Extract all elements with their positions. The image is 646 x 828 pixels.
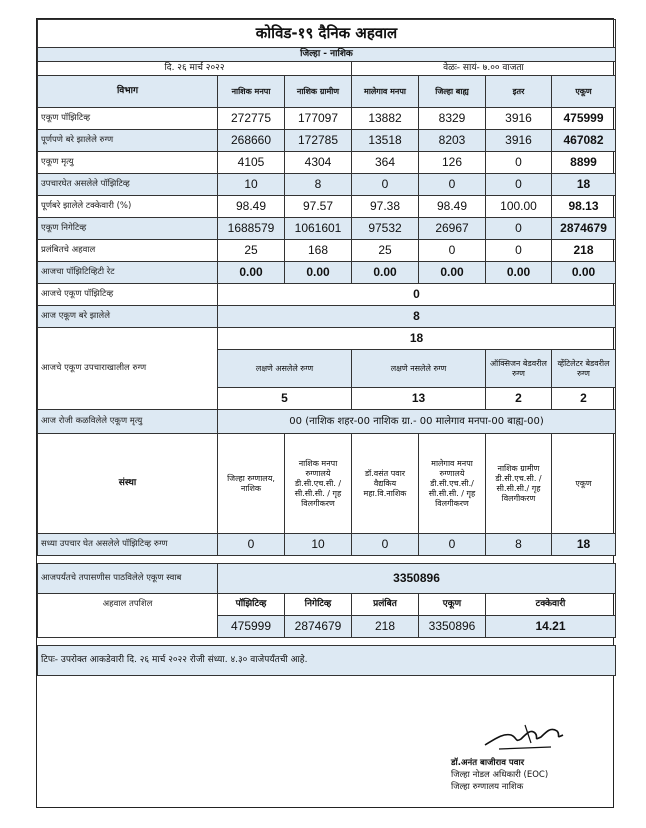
row-value: 126 xyxy=(419,152,486,174)
table-row xyxy=(38,152,616,174)
report-time: वेळः- सायं- ७.०० वाजता xyxy=(352,62,616,76)
under-treatment-total: 18 xyxy=(218,328,616,350)
institution-header: संस्था xyxy=(38,434,218,534)
row-total: 2874679 xyxy=(552,218,616,240)
report-value: 3350896 xyxy=(419,616,486,638)
col-other: इतर xyxy=(486,76,552,108)
signatory-designation: जिल्हा नोडल अधिकारी (EOC) xyxy=(451,770,549,780)
table-row xyxy=(38,196,616,218)
table-row xyxy=(38,130,616,152)
col-malegaon: मालेगाव मनपा xyxy=(352,76,419,108)
today-deaths-label: आज रोजी कळविलेले एकूण मृत्यु xyxy=(38,410,218,434)
row-value: 13518 xyxy=(352,130,419,152)
institution-total: 18 xyxy=(552,534,616,556)
institution-col: एकूण xyxy=(552,434,616,534)
row-value: 0 xyxy=(419,174,486,196)
report-table xyxy=(37,19,616,676)
row-value: 272775 xyxy=(218,108,285,130)
institution-col: डॉ.वसंत पवार वैद्यकिय महा.वि.नाशिक xyxy=(352,434,419,534)
row-label: आजचा पॉझिटिव्हिटी रेट xyxy=(38,262,218,284)
oxygen-value: 2 xyxy=(486,388,552,410)
today-positive-label: आजचे एकूण पॉझिटिव्ह xyxy=(38,284,218,306)
row-value: 0.00 xyxy=(486,262,552,284)
row-value: 97.57 xyxy=(285,196,352,218)
row-value: 3916 xyxy=(486,130,552,152)
samples-value: 3350896 xyxy=(218,564,616,594)
row-label: एकूण निगेटिव्ह xyxy=(38,218,218,240)
row-value: 97532 xyxy=(352,218,419,240)
institution-value: 0 xyxy=(352,534,419,556)
report-details-label: अहवाल तपशिल xyxy=(38,594,218,638)
report-percentage: 14.21 xyxy=(486,616,616,638)
asymptomatic-value: 13 xyxy=(352,388,486,410)
today-recovered-label: आज एकूण बरे झालेले xyxy=(38,306,218,328)
report-header: निगेटिव्ह xyxy=(285,594,352,616)
institution-col: जिल्हा रुग्णालय, नाशिक xyxy=(218,434,285,534)
row-value: 0.00 xyxy=(218,262,285,284)
row-value: 3916 xyxy=(486,108,552,130)
stat-rows xyxy=(38,108,616,284)
row-value: 8203 xyxy=(419,130,486,152)
row-value: 98.49 xyxy=(419,196,486,218)
institution-col: नाशिक मनपा रुग्णालये डी.सी.एच.सी. / सी.सी.सी. / गृह विलगीकरण xyxy=(285,434,352,534)
row-total: 98.13 xyxy=(552,196,616,218)
spacer xyxy=(38,638,616,646)
row-total: 218 xyxy=(552,240,616,262)
table-row xyxy=(38,262,616,284)
report-header: एकूण xyxy=(419,594,486,616)
row-value: 100.00 xyxy=(486,196,552,218)
signature-block xyxy=(451,719,591,793)
row-value: 0 xyxy=(486,174,552,196)
row-value: 98.49 xyxy=(218,196,285,218)
col-division: विभाग xyxy=(38,76,218,108)
signatory-office: जिल्हा रुग्णालय नाशिक xyxy=(451,782,524,792)
row-value: 25 xyxy=(218,240,285,262)
institution-value: 10 xyxy=(285,534,352,556)
report-header: प्रलंबित xyxy=(352,594,419,616)
table-row xyxy=(38,218,616,240)
institution-value: 0 xyxy=(218,534,285,556)
table-row xyxy=(38,174,616,196)
col-nashik-rural: नाशिक ग्रामीण xyxy=(285,76,352,108)
oxygen-label: ऑक्सिजन बेडवरील रुग्ण xyxy=(486,350,552,388)
col-total: एकूण xyxy=(552,76,616,108)
row-value: 0 xyxy=(486,240,552,262)
row-value: 168 xyxy=(285,240,352,262)
under-treatment-label: आजचे एकूण उपचाराखालील रुग्ण xyxy=(38,328,218,410)
today-deaths-value: 00 (नाशिक शहर-00 नाशिक ग्रा.- 00 मालेगाव मनपा-00 बाह्य-00) xyxy=(218,410,616,434)
institution-col: मालेगाव मनपा रुग्णालये डी.सी.एच.सी./ सी.सी.सी. / गृह विलगीकरण xyxy=(419,434,486,534)
row-value: 1688579 xyxy=(218,218,285,240)
row-value: 8 xyxy=(285,174,352,196)
row-label: प्रलंबितचे अहवाल xyxy=(38,240,218,262)
report-value: 475999 xyxy=(218,616,285,638)
row-value: 177097 xyxy=(285,108,352,130)
row-value: 0.00 xyxy=(419,262,486,284)
institution-row-label: सध्या उपचार घेत असलेले पॉझिटिव्ह रुग्ण xyxy=(38,534,218,556)
row-value: 0.00 xyxy=(285,262,352,284)
row-label: पूर्णबरे झालेले टक्केवारी (%) xyxy=(38,196,218,218)
row-value: 25 xyxy=(352,240,419,262)
asymptomatic-label: लक्षणे नसलेले रुग्ण xyxy=(352,350,486,388)
institution-value: 8 xyxy=(486,534,552,556)
col-outside: जिल्हा बाह्य xyxy=(419,76,486,108)
row-value: 4105 xyxy=(218,152,285,174)
row-value: 13882 xyxy=(352,108,419,130)
col-nashik-city: नाशिक मनपा xyxy=(218,76,285,108)
report-value: 2874679 xyxy=(285,616,352,638)
report-date: दि. २६ मार्च २०२२ xyxy=(38,62,352,76)
row-value: 364 xyxy=(352,152,419,174)
row-value: 0.00 xyxy=(352,262,419,284)
row-value: 4304 xyxy=(285,152,352,174)
report-value: 218 xyxy=(352,616,419,638)
row-value: 97.38 xyxy=(352,196,419,218)
row-label: एकूण मृत्यु xyxy=(38,152,218,174)
institution-value: 0 xyxy=(419,534,486,556)
signature-image xyxy=(481,719,571,753)
row-total: 0.00 xyxy=(552,262,616,284)
row-value: 8329 xyxy=(419,108,486,130)
report-page xyxy=(36,18,614,808)
row-label: एकूण पॉझिटिव्ह xyxy=(38,108,218,130)
row-value: 0 xyxy=(486,218,552,240)
row-label: उपचारघेत असलेले पॉझिटिव्ह xyxy=(38,174,218,196)
report-note: टिपः- उपरोक्त आकडेवारी दि. २६ मार्च २०२२ रोजी संध्या. ४.३० वाजेपर्यंतची आहे. xyxy=(38,646,616,676)
table-row xyxy=(38,108,616,130)
symptomatic-label: लक्षणे असलेले रुग्ण xyxy=(218,350,352,388)
report-header: पॉझिटिव्ह xyxy=(218,594,285,616)
samples-label: आजपर्यंतचे तपासणीस पाठविलेले एकूण स्वाब xyxy=(38,564,218,594)
district-name: जिल्हा - नाशिक xyxy=(38,48,616,62)
today-positive-value: 0 xyxy=(218,284,616,306)
row-total: 475999 xyxy=(552,108,616,130)
institution-col: नाशिक ग्रामीण डी.सी.एच.सी. /सी.सी.सी./ गृह विलगीकरण xyxy=(486,434,552,534)
row-value: 0 xyxy=(419,240,486,262)
symptomatic-value: 5 xyxy=(218,388,352,410)
ventilator-label: व्हेंटिलेटर बेडवरील रुग्ण xyxy=(552,350,616,388)
row-value: 0 xyxy=(352,174,419,196)
report-title: कोविड-१९ दैनिक अहवाल xyxy=(38,20,616,48)
row-value: 1061601 xyxy=(285,218,352,240)
row-total: 467082 xyxy=(552,130,616,152)
row-value: 26967 xyxy=(419,218,486,240)
spacer xyxy=(38,556,616,564)
table-row xyxy=(38,240,616,262)
row-label: पूर्णपणे बरे झालेले रुग्ण xyxy=(38,130,218,152)
row-value: 0 xyxy=(486,152,552,174)
row-value: 10 xyxy=(218,174,285,196)
today-recovered-value: 8 xyxy=(218,306,616,328)
signatory-name: डॉ.अनंत बाजीराव पवार xyxy=(451,758,525,768)
row-value: 172785 xyxy=(285,130,352,152)
row-total: 8899 xyxy=(552,152,616,174)
ventilator-value: 2 xyxy=(552,388,616,410)
row-total: 18 xyxy=(552,174,616,196)
row-value: 268660 xyxy=(218,130,285,152)
report-header: टक्केवारी xyxy=(486,594,616,616)
